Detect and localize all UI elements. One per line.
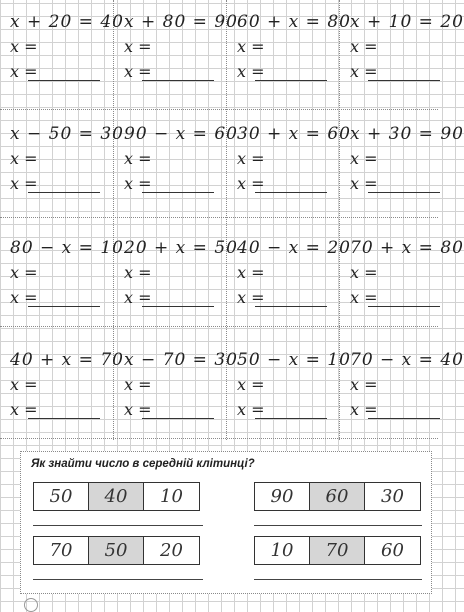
- answer-line-1[interactable]: 𝑥 =: [10, 263, 38, 282]
- equation: 30 + 𝑥 = 60: [237, 124, 351, 144]
- answer-line-2[interactable]: 𝑥 =: [350, 174, 378, 193]
- equation: 𝑥 − 50 = 30: [10, 124, 124, 144]
- answer-line-1[interactable]: 𝑥 =: [237, 263, 265, 282]
- answer-underline: [142, 192, 214, 193]
- equation-cell: [340, 124, 464, 204]
- number-strip: [33, 482, 200, 511]
- answer-underline: [255, 306, 327, 307]
- strip-left-number: 10: [255, 537, 310, 564]
- answer-line-1[interactable]: 𝑥 =: [237, 375, 265, 394]
- answer-line-1[interactable]: 𝑥 =: [350, 263, 378, 282]
- equation: 70 + 𝑥 = 80: [350, 238, 464, 258]
- answer-underline: [368, 80, 440, 81]
- answer-line-2[interactable]: 𝑥 =: [10, 174, 38, 193]
- answer-line-1[interactable]: 𝑥 =: [350, 375, 378, 394]
- strip-middle-number: 40: [89, 483, 144, 510]
- answer-line-1[interactable]: 𝑥 =: [10, 375, 38, 394]
- column-separator: [113, 0, 114, 440]
- answer-underline: [28, 306, 100, 307]
- page-corner-mark: [24, 598, 38, 612]
- row-separator: [0, 326, 438, 327]
- answer-underline: [255, 192, 327, 193]
- strip-middle-number: 50: [89, 537, 144, 564]
- strip-middle-number: 70: [310, 537, 365, 564]
- column-separator: [226, 0, 227, 440]
- answer-line[interactable]: [254, 579, 422, 580]
- strip-left-number: 90: [255, 483, 310, 510]
- equation: 40 + 𝑥 = 70: [10, 350, 124, 370]
- equation: 80 − 𝑥 = 10: [10, 238, 124, 258]
- answer-line-1[interactable]: 𝑥 =: [124, 37, 152, 56]
- answer-underline: [28, 192, 100, 193]
- answer-line-2[interactable]: 𝑥 =: [237, 174, 265, 193]
- answer-line-1[interactable]: 𝑥 =: [237, 149, 265, 168]
- answer-line-2[interactable]: 𝑥 =: [124, 62, 152, 81]
- strip-middle-number: 60: [310, 483, 365, 510]
- answer-line-2[interactable]: 𝑥 =: [237, 288, 265, 307]
- equation-cell: [340, 12, 464, 92]
- equation: 40 − 𝑥 = 20: [237, 238, 351, 258]
- equation: 20 + 𝑥 = 50: [124, 238, 238, 258]
- answer-line-1[interactable]: 𝑥 =: [350, 149, 378, 168]
- answer-line-2[interactable]: 𝑥 =: [10, 288, 38, 307]
- number-strip: [254, 482, 421, 511]
- strip-right-number: 60: [381, 540, 404, 561]
- equation-cell: [340, 350, 464, 430]
- answer-underline: [368, 192, 440, 193]
- middle-cell-task: [20, 451, 432, 594]
- answer-line-2[interactable]: 𝑥 =: [350, 400, 378, 419]
- answer-line-1[interactable]: 𝑥 =: [10, 37, 38, 56]
- answer-line-2[interactable]: 𝑥 =: [350, 288, 378, 307]
- row-separator: [0, 217, 438, 218]
- answer-underline: [368, 306, 440, 307]
- task-title: Як знайти число в середній клітинці?: [31, 458, 255, 470]
- equation-cell: [340, 238, 464, 318]
- equation: 𝑥 + 80 = 90: [124, 12, 238, 32]
- equation: 𝑥 + 30 = 90: [350, 124, 464, 144]
- answer-line[interactable]: [254, 525, 422, 526]
- answer-underline: [255, 418, 327, 419]
- equation: 90 − 𝑥 = 60: [124, 124, 238, 144]
- answer-underline: [142, 418, 214, 419]
- answer-line-2[interactable]: 𝑥 =: [124, 400, 152, 419]
- answer-underline: [142, 80, 214, 81]
- answer-line-1[interactable]: 𝑥 =: [237, 37, 265, 56]
- equation: 60 + 𝑥 = 80: [237, 12, 351, 32]
- answer-line-2[interactable]: 𝑥 =: [350, 62, 378, 81]
- number-strip: [254, 536, 421, 565]
- row-separator: [0, 109, 438, 110]
- answer-line-1[interactable]: 𝑥 =: [124, 149, 152, 168]
- answer-line-2[interactable]: 𝑥 =: [124, 174, 152, 193]
- strip-right-number: 10: [160, 486, 183, 507]
- answer-line-1[interactable]: 𝑥 =: [124, 375, 152, 394]
- answer-line-2[interactable]: 𝑥 =: [10, 400, 38, 419]
- answer-line-1[interactable]: 𝑥 =: [124, 263, 152, 282]
- answer-line-2[interactable]: 𝑥 =: [237, 62, 265, 81]
- answer-line-1[interactable]: 𝑥 =: [10, 149, 38, 168]
- equation: 𝑥 − 70 = 30: [124, 350, 238, 370]
- number-strip: [33, 536, 200, 565]
- answer-line-2[interactable]: 𝑥 =: [124, 288, 152, 307]
- answer-line-2[interactable]: 𝑥 =: [237, 400, 265, 419]
- equation: 70 − 𝑥 = 40: [350, 350, 464, 370]
- row-separator: [0, 438, 438, 439]
- answer-line[interactable]: [33, 525, 203, 526]
- equation: 50 − 𝑥 = 10: [237, 350, 351, 370]
- answer-line-2[interactable]: 𝑥 =: [10, 62, 38, 81]
- equation: 𝑥 + 10 = 20: [350, 12, 464, 32]
- answer-line[interactable]: [33, 579, 203, 580]
- answer-underline: [28, 80, 100, 81]
- strip-left-number: 50: [34, 483, 89, 510]
- strip-left-number: 70: [34, 537, 89, 564]
- answer-line-1[interactable]: 𝑥 =: [350, 37, 378, 56]
- answer-underline: [255, 80, 327, 81]
- answer-underline: [28, 418, 100, 419]
- strip-right-number: 30: [381, 486, 404, 507]
- strip-right-number: 20: [160, 540, 183, 561]
- equation: 𝑥 + 20 = 40: [10, 12, 124, 32]
- answer-underline: [142, 306, 214, 307]
- answer-underline: [368, 418, 440, 419]
